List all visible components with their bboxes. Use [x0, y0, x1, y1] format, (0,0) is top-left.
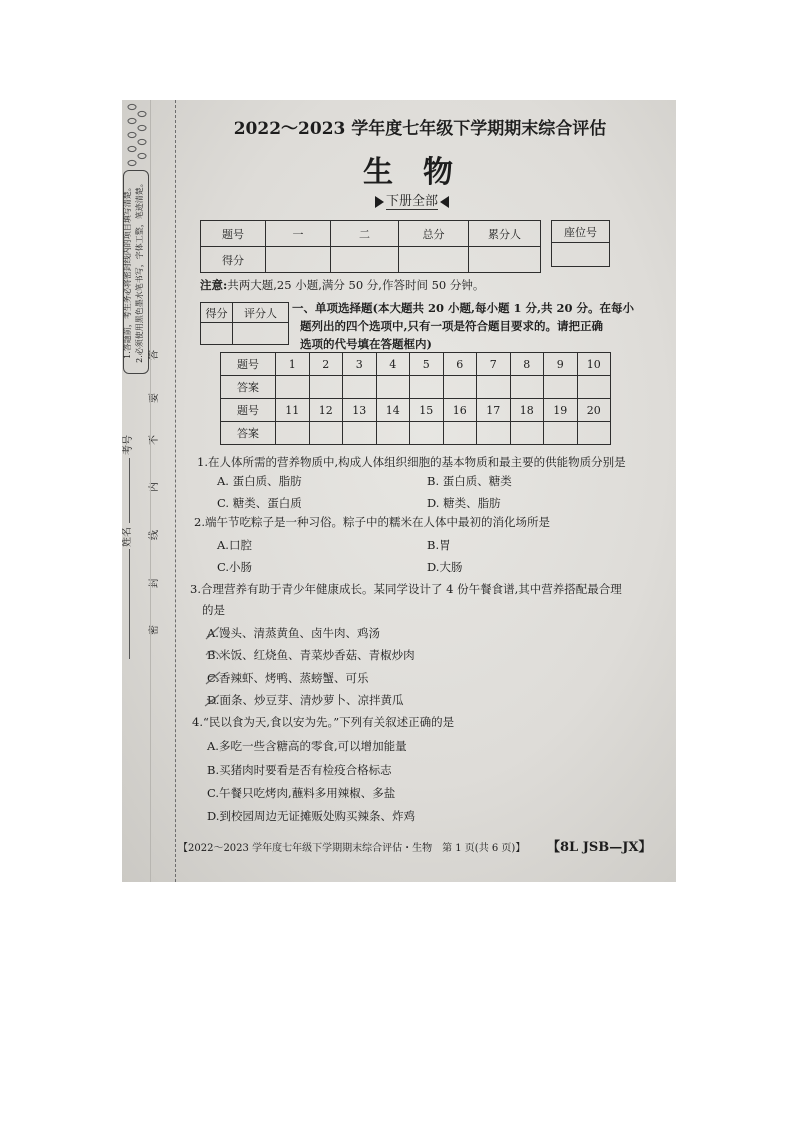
- question-number-cell: 3: [343, 353, 377, 376]
- seal-char: 要: [149, 393, 160, 403]
- question-number-cell: 10: [577, 353, 611, 376]
- question-2-option-a: A.口腔: [217, 538, 252, 552]
- section1-heading-line: 选项的代号填在答题框内): [300, 337, 432, 351]
- grader-table: [200, 302, 289, 345]
- footer-text: 【2022～2023 学年度七年级下学期期末综合评估・生物 第 1 页(共 6 页)】: [178, 843, 526, 854]
- grader-score-cell: [201, 323, 233, 345]
- answer-cell: [343, 376, 377, 399]
- answer-cell: [510, 376, 544, 399]
- answer-cell: [376, 376, 410, 399]
- seal-line: [175, 100, 176, 882]
- question-3-stem-continued: 的是: [202, 603, 225, 617]
- margin-divider: [150, 100, 151, 882]
- answer-cell: [410, 422, 444, 445]
- answer-cell: [443, 376, 477, 399]
- score-header-cell: 题号: [201, 221, 266, 247]
- answer-cell: [343, 422, 377, 445]
- question-number-cell: 7: [477, 353, 511, 376]
- score-header-cell: 总分: [399, 221, 469, 247]
- question-number-cell: 9: [544, 353, 578, 376]
- question-number-cell: 5: [410, 353, 444, 376]
- answer-grid-number-row: [221, 399, 611, 422]
- question-1-stem: 1.在人体所需的营养物质中,构成人体组织细胞的基本物质和最主要的供能物质分别是: [197, 455, 626, 469]
- answer-cell: [544, 376, 578, 399]
- question-4-option-a: A.多吃一些含糖高的零食,可以增加能量: [207, 739, 407, 753]
- score-header-cell: 一: [266, 221, 331, 247]
- answer-grid-answer-label: 答案: [221, 422, 276, 445]
- answer-cell: [309, 422, 343, 445]
- seal-char: 封: [149, 578, 160, 588]
- seal-char: 答: [149, 350, 160, 360]
- seat-table: [551, 220, 610, 267]
- question-4-stem: 4.“民以食为天,食以安为先。”下列有关叙述正确的是: [192, 715, 455, 729]
- exam-paper-photo: [122, 100, 676, 882]
- grader-name-cell: [233, 323, 289, 345]
- answer-grid-number-label: 题号: [221, 353, 276, 376]
- question-2-stem: 2.端午节吃粽子是一种习俗。粽子中的糯米在人体中最初的消化场所是: [194, 515, 550, 529]
- score-table: [200, 220, 541, 273]
- answer-grid-number-label: 题号: [221, 399, 276, 422]
- grader-value-row: [201, 323, 289, 345]
- answer-cell: [276, 376, 310, 399]
- seal-char: 线: [149, 530, 160, 540]
- grader-header-row: [201, 303, 289, 323]
- answer-grid-answer-row: [221, 422, 611, 445]
- question-2-option-d: D.大肠: [427, 560, 463, 574]
- margin-notes: [122, 171, 148, 371]
- answer-cell: [376, 422, 410, 445]
- question-number-cell: 12: [309, 399, 343, 422]
- answer-grid-answer-label: 答案: [221, 376, 276, 399]
- score-header-cell: 二: [331, 221, 399, 247]
- question-3-stem: 3.合理营养有助于青少年健康成长。某同学设计了 4 份午餐食谱,其中营养搭配最合理: [190, 582, 622, 596]
- score-cell: [331, 247, 399, 273]
- score-row-label: 得分: [201, 247, 266, 273]
- question-number-cell: 6: [443, 353, 477, 376]
- seal-char: 内: [149, 482, 160, 492]
- question-1-option-b: B. 蛋白质、糖类: [427, 474, 512, 488]
- footer-code: 【8L JSB—JX】: [547, 840, 652, 855]
- question-4-option-c: C.午餐只吃烤肉,蘸料多用辣椒、多盐: [207, 786, 396, 800]
- section1-heading-line: 题列出的四个选项中,只有一项是符合题目要求的。请把正确: [300, 319, 604, 333]
- answer-cell: [577, 422, 611, 445]
- question-number-cell: 8: [510, 353, 544, 376]
- seal-char: 密: [149, 625, 160, 635]
- seat-cell: [552, 243, 610, 267]
- pencil-marks: [122, 100, 676, 882]
- question-4-option-b: B.买猪肉时要看是否有检疫合格标志: [207, 763, 392, 777]
- question-1-option-c: C. 糖类、蛋白质: [217, 496, 302, 510]
- score-table-header-row: [201, 221, 541, 247]
- answer-grid-answer-row: [221, 376, 611, 399]
- question-number-cell: 13: [343, 399, 377, 422]
- score-table-score-row: [201, 247, 541, 273]
- question-1-option-a: A. 蛋白质、脂肪: [217, 474, 302, 488]
- name-label: 姓名: [122, 527, 133, 547]
- answer-cell: [410, 376, 444, 399]
- question-number-cell: 15: [410, 399, 444, 422]
- question-3-option-b: B.米饭、红烧鱼、青菜炒香菇、青椒炒肉: [207, 648, 415, 662]
- score-cell: [266, 247, 331, 273]
- answer-cell: [443, 422, 477, 445]
- answer-cell: [510, 422, 544, 445]
- section1-heading: [292, 299, 634, 353]
- score-header-cell: 累分人: [469, 221, 541, 247]
- question-3-option-a: A.馒头、清蒸黄鱼、卤牛肉、鸡汤: [207, 626, 380, 640]
- answer-cell: [309, 376, 343, 399]
- question-number-cell: 17: [477, 399, 511, 422]
- answer-cell: [477, 376, 511, 399]
- subject-title: 生 物: [363, 155, 453, 190]
- margin-note-2: 2.必须使用黑色墨水笔书写，字体工整，笔迹清楚。: [135, 179, 144, 363]
- seat-header-row: [552, 221, 610, 243]
- seal-char: 不: [149, 435, 160, 445]
- question-number-cell: 18: [510, 399, 544, 422]
- exam-number-line: [129, 458, 130, 523]
- grader-name-label: 评分人: [233, 303, 289, 323]
- name-line: [129, 549, 130, 659]
- question-number-cell: 19: [544, 399, 578, 422]
- answer-cell: [477, 422, 511, 445]
- question-2-option-b: B.胃: [427, 538, 451, 552]
- binding-holes-icon: [124, 102, 150, 172]
- notice: [200, 277, 484, 293]
- answer-cell: [577, 376, 611, 399]
- question-number-cell: 11: [276, 399, 310, 422]
- scope-label: [342, 193, 482, 211]
- answer-grid: [220, 352, 611, 445]
- question-1-option-d: D. 糖类、脂肪: [427, 496, 501, 510]
- question-number-cell: 14: [376, 399, 410, 422]
- exam-title: 2022～2023 学年度七年级下学期期末综合评估: [233, 119, 607, 139]
- seat-label: 座位号: [552, 221, 610, 243]
- question-4-option-d: D.到校园周边无证摊贩处购买辣条、炸鸡: [207, 809, 415, 823]
- answer-cell: [276, 422, 310, 445]
- question-number-cell: 4: [376, 353, 410, 376]
- exam-number-label: 考号: [123, 435, 134, 455]
- score-cell: [399, 247, 469, 273]
- scope-text: 下册全部: [385, 194, 438, 209]
- notice-label: 注意:: [200, 278, 228, 292]
- answer-grid-number-row: [221, 353, 611, 376]
- score-cell: [469, 247, 541, 273]
- right-triangle-icon: [375, 196, 384, 208]
- grader-score-label: 得分: [201, 303, 233, 323]
- question-number-cell: 2: [309, 353, 343, 376]
- question-3-option-d: D.面条、炒豆芽、清炒萝卜、凉拌黄瓜: [207, 693, 404, 707]
- answer-cell: [544, 422, 578, 445]
- question-number-cell: 16: [443, 399, 477, 422]
- question-number-cell: 1: [276, 353, 310, 376]
- margin-note-1: 1.答题前，考生务必将密封线内的项目填写清楚。: [123, 183, 132, 359]
- question-number-cell: 20: [577, 399, 611, 422]
- question-3-option-c: C.香辣虾、烤鸭、蒸螃蟹、可乐: [207, 671, 369, 685]
- seat-value-row: [552, 243, 610, 267]
- section1-heading-line: 一、单项选择题(本大题共 20 小题,每小题 1 分,共 20 分。在每小: [292, 301, 634, 315]
- left-triangle-icon: [440, 196, 449, 208]
- notice-text: 共两大题,25 小题,满分 50 分,作答时间 50 分钟。: [227, 278, 485, 292]
- question-2-option-c: C.小肠: [217, 560, 253, 574]
